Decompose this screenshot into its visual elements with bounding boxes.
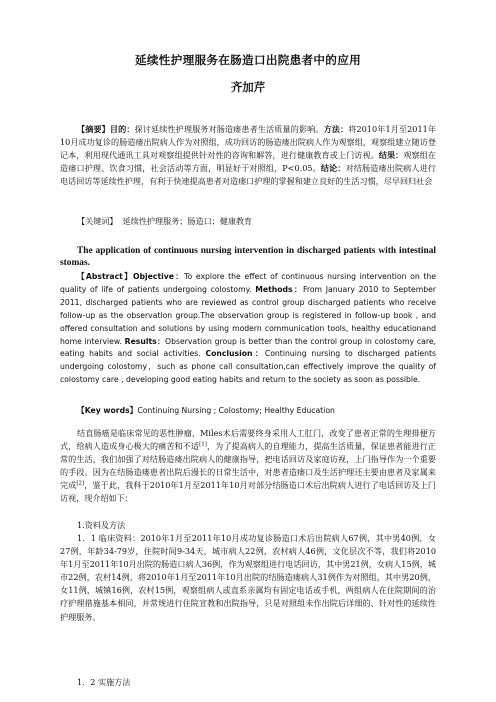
keywords-en-label: 【Key words】 (77, 406, 138, 415)
section-heading-1-2: 1．2 实施方法 (77, 677, 131, 687)
abstract-conclusion: 对结肠造瘘出院病人进行电话回访等延续性护理，有利于快速提高患者对造瘘口护理的掌握和建立良好的生活习惯，尽早回归社会 (60, 163, 436, 187)
abstract-en-results: Observation group is better than the control group in colostomy care, eating habits and social activities. (60, 336, 436, 359)
abstract-cn (60, 123, 436, 188)
objective-label: Objective： (133, 272, 185, 281)
result-label: 结果： (378, 150, 404, 161)
abstract-purpose: 探讨延续性护理服务对肠造瘘患者生活质量的影响。 (134, 124, 324, 134)
abstract-result: 观察组在造瘘口护理、饮食习惯，社会活动等方面，明显好于对照组，P<0.05。 (60, 150, 436, 174)
results-label: Results： (124, 336, 166, 346)
conclusion-label: 结论： (320, 163, 346, 174)
intro-text-c: ，鉴于此，我科于2010年1月至2011年10月对部分结肠造口术后出院病人进行了电话回访及上门访视，现介绍如下： (60, 480, 436, 504)
citation-1: [1] (199, 441, 207, 448)
english-title: The application of continuous nursing intervention in discharged patients with intestinal stomas. (60, 246, 436, 268)
conclusion-en-label: Conclusion： (205, 349, 265, 359)
abstract-en-objective: To explore the effect of continuous nursing intervention on the quality of life of patients undergoing colostomy. (60, 272, 436, 294)
abstract-en-methods: From January 2010 to September 2011, discharged patients who are reviewed as control group discharged patients who receive follow-up as the observation group.The observation group is registered in follow-up book , and offered consultation and solutions by using modern communication tools, healthy educationand home interview. (60, 284, 436, 346)
keywords-cn (60, 215, 436, 228)
abstract-en (60, 271, 436, 387)
keywords-en (60, 405, 436, 418)
abstract-en-label: 【Abstract】 (77, 272, 133, 281)
citation-2: [2] (76, 480, 85, 487)
paper-title: 延续性护理服务在肠造口出院患者中的应用 (135, 53, 361, 67)
abstract-en-conclusion: Continuing nursing to discharged patients undergoing colostomy，such as phone call consultation,can effectively improve the quality of colostomy care , developing good eating habits and return to the society as soon as possible. (60, 349, 436, 385)
methods-label: Methods： (255, 284, 303, 294)
intro-text-b: ，为了提高病人的自理能力，提高生活质量，保证患者能进行正常的生活，我们加强了对结肠造瘘出院病人的健康指导，把电话回访及家庭访视，上门指导作为一个重要的手段。因为在结肠造瘘患者出院后漫长的日常生活中，对患者造瘘口及生活护理还主要由患者及家属来完成 (60, 441, 436, 491)
abstract-method: 将2010年1月至2011年10月成功复诊的肠造瘘出院病人作为对照组，成功回访的肠造瘘出院病人作为观察组，观察组建立随访登记本，利用现代通讯工具对观察组提供针对性的咨询和解答，进行健康教育或上门访视。 (60, 124, 436, 161)
section-heading-1: 1.资料及方法 (77, 520, 126, 530)
intro-paragraph (60, 427, 436, 506)
keywords-en-text: Continuing Nursing ; Colostomy; Healthy Education (137, 406, 335, 415)
keywords-cn-text: 延续性护理服务；肠造口；健康教育 (122, 216, 253, 226)
intro-text-a: 结直肠癌是临床常见的恶性肿瘤，Miles术后需要终身采用人工肛门，改变了患者正常的生理排便方式，给病人造成身心极大的痛苦和不适 (60, 428, 436, 452)
abstract-label: 【摘要】目的： (77, 124, 135, 134)
author-name: 齐加芹 (230, 80, 266, 94)
keywords-cn-label: 【关键词】 (77, 216, 118, 226)
method-label: 方法： (323, 124, 349, 134)
section-1-1-paragraph: 1．1 临床资料：2010年1月至2011年10月成功复诊肠造口术后出院病人67例，其中男40例，女27例，年龄34-79岁，住院时间9-34天，城市病人22例，农村病人46例，文化层次不等，我们将2010年1月至2011年10月出院的肠造口病人36例，作为观察组进行电话回访，其中男21例，女病人15例，城市22例，农村14例，将2010年1月至2011年10月出院的结肠造瘘病人31例作为对照组，其中男20例，女11例，城镇16例，农村15例，观察组病人或直系亲属均有固定电话或手机，两组病人在住院期间的治疗护理措施基本相同，并常规进行住院宣教和出院指导，只是对照组未作出院后详细的、针对性的延续性护理服务。 (60, 533, 436, 622)
